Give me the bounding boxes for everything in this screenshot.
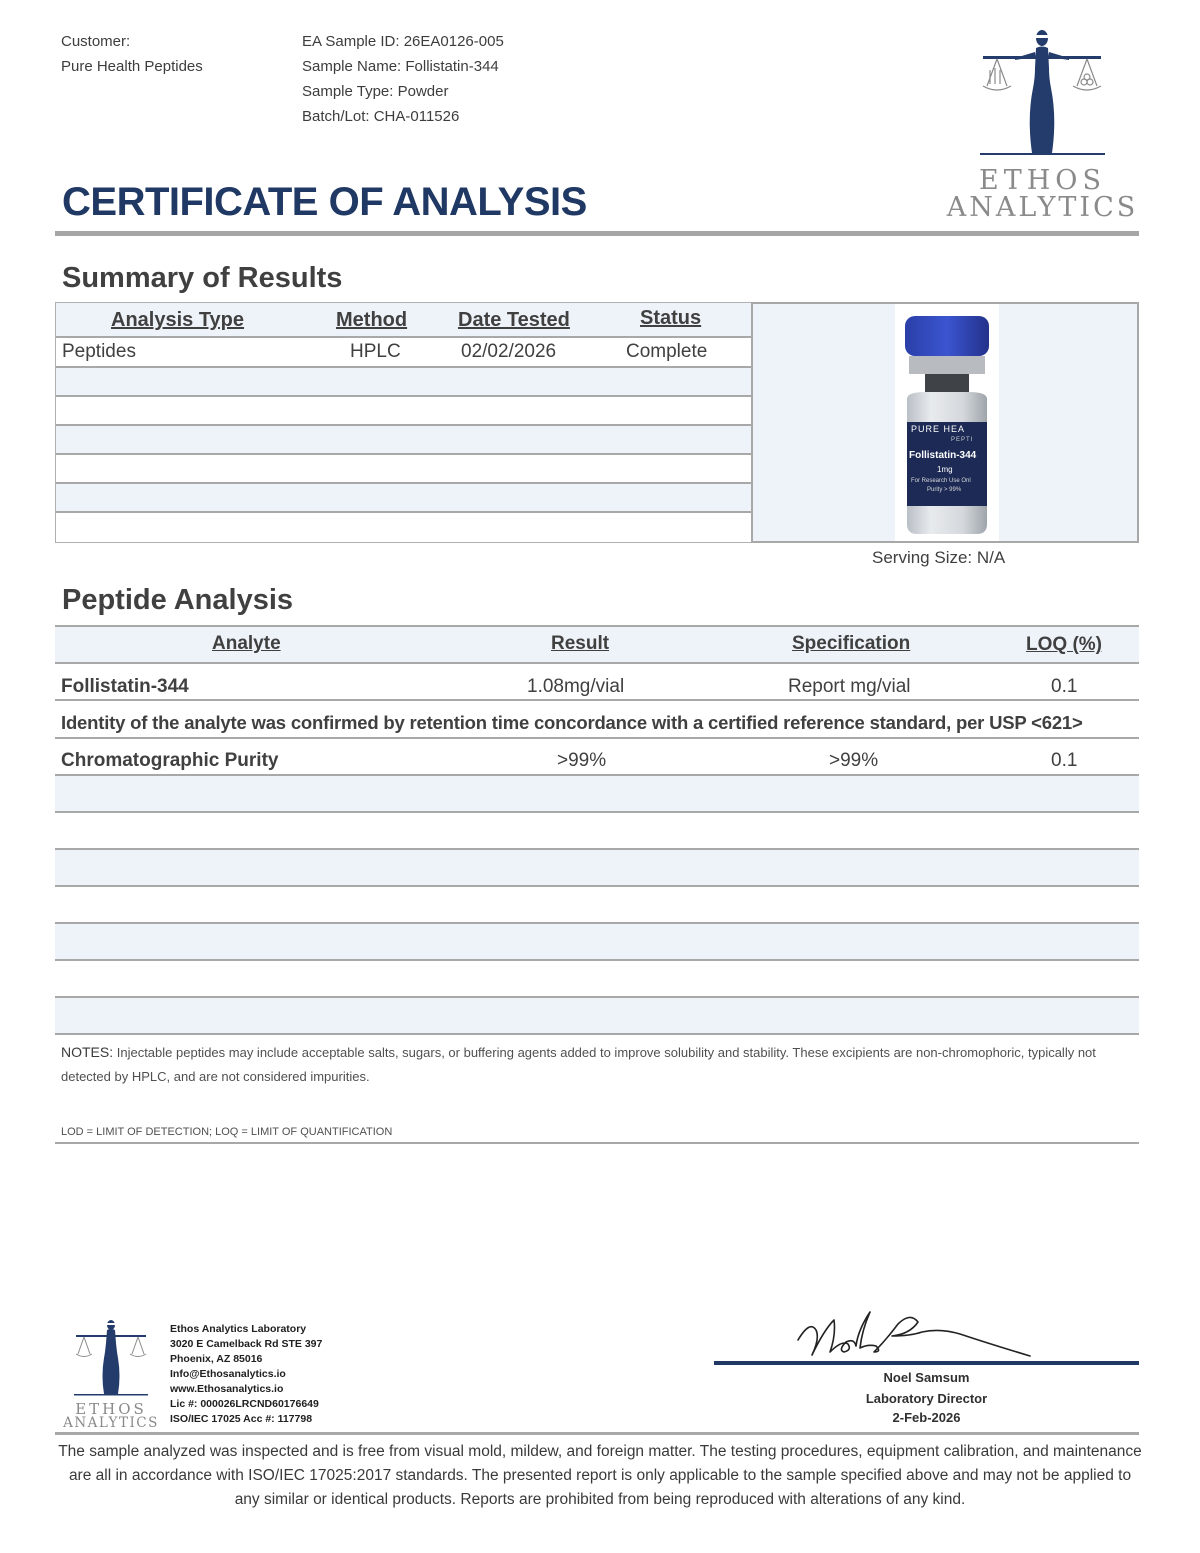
identity-note: Identity of the analyte was confirmed by retention time concordance with a certified reference standard, per USP <621> bbox=[61, 712, 1083, 733]
title-divider bbox=[55, 231, 1139, 236]
col-loq: LOQ (%) bbox=[1026, 634, 1102, 655]
summary-header-row bbox=[56, 303, 751, 338]
cell-method: HPLC bbox=[350, 341, 401, 362]
col-analysis-type: Analysis Type bbox=[111, 309, 245, 331]
page-title: CERTIFICATE OF ANALYSIS bbox=[62, 180, 587, 224]
col-analyte: Analyte bbox=[212, 633, 281, 654]
col-result: Result bbox=[551, 633, 610, 654]
lab-street: 3020 E Camelback Rd STE 397 bbox=[170, 1338, 323, 1350]
analyte-spec: Report mg/vial bbox=[788, 676, 911, 697]
cell-analysis-type: Peptides bbox=[62, 341, 136, 362]
footer-logo-analytics: ANALYTICS bbox=[63, 1415, 159, 1431]
analyte-name: Follistatin-344 bbox=[61, 676, 189, 697]
vial-sub: PEPTI bbox=[951, 437, 974, 443]
logo-text-analytics: ANALYTICS bbox=[946, 192, 1139, 223]
table-row bbox=[55, 850, 1139, 887]
signer-role: Laboratory Director bbox=[865, 1391, 988, 1406]
batch-lot: Batch/Lot: CHA-011526 bbox=[302, 108, 460, 125]
sample-info-block bbox=[302, 29, 504, 129]
purity-name: Chromatographic Purity bbox=[61, 750, 279, 771]
table-row bbox=[56, 484, 751, 513]
ethos-logo bbox=[945, 28, 1140, 223]
table-row bbox=[56, 338, 751, 368]
table-row bbox=[55, 739, 1139, 776]
table-row bbox=[55, 813, 1139, 850]
scales-of-justice-figure-icon bbox=[56, 1318, 166, 1398]
signature-line bbox=[714, 1361, 1139, 1365]
signed-date: 2-Feb-2026 bbox=[892, 1410, 961, 1425]
identity-note-row bbox=[55, 701, 1139, 739]
peptide-heading: Peptide Analysis bbox=[62, 584, 294, 616]
serving-size: Serving Size: N/A bbox=[872, 548, 1006, 567]
notes bbox=[61, 1040, 1141, 1089]
footer-logo-ethos: ETHOS bbox=[75, 1400, 147, 1418]
footer-logo bbox=[56, 1318, 166, 1431]
product-image-box bbox=[751, 302, 1139, 543]
sample-name: Sample Name: Follistatin-344 bbox=[302, 58, 499, 75]
peptide-header-row bbox=[55, 627, 1139, 664]
table-row bbox=[56, 455, 751, 484]
col-method: Method bbox=[336, 309, 408, 331]
lab-city: Phoenix, AZ 85016 bbox=[170, 1353, 263, 1365]
table-row bbox=[56, 397, 751, 426]
table-row bbox=[56, 368, 751, 397]
vial-brand: PURE HEA bbox=[911, 424, 966, 434]
col-specification: Specification bbox=[792, 633, 911, 654]
customer-name: Pure Health Peptides bbox=[61, 58, 203, 75]
customer-block bbox=[61, 29, 203, 79]
lab-address bbox=[170, 1322, 322, 1427]
customer-label: Customer: bbox=[61, 33, 131, 50]
table-row bbox=[56, 426, 751, 455]
lab-name: Ethos Analytics Laboratory bbox=[170, 1323, 307, 1335]
purity-spec: >99% bbox=[829, 750, 879, 771]
vial-dose: 1mg bbox=[937, 465, 953, 474]
signature-image bbox=[790, 1300, 1040, 1364]
footer-divider bbox=[55, 1432, 1139, 1435]
analyte-result: 1.08mg/vial bbox=[527, 676, 625, 697]
vial-note2: Purity > 99% bbox=[927, 487, 962, 493]
analyte-loq: 0.1 bbox=[1051, 676, 1078, 697]
vial-icon bbox=[895, 304, 999, 541]
disclaimer: The sample analyzed was inspected and is free from visual mold, mildew, and foreign matter. The testing procedures, equipment calibration, and maintenance are all in accordance with ISO/IEC 17025:2017 standards. The presented report is only applicable to the sample specified above and may not be applied to any similar or identical products. Reports are prohibited from being reproduced with alterations of any kind. bbox=[58, 1443, 1142, 1508]
col-status: Status bbox=[640, 307, 702, 329]
scales-of-justice-figure-icon bbox=[945, 28, 1140, 158]
sample-type: Sample Type: Powder bbox=[302, 83, 449, 100]
summary-table bbox=[55, 302, 752, 543]
lab-email: Info@Ethosanalytics.io bbox=[170, 1368, 286, 1380]
table-row bbox=[56, 513, 751, 542]
signature-block bbox=[714, 1367, 1139, 1426]
col-date-tested: Date Tested bbox=[458, 309, 570, 331]
signer-name: Noel Samsum bbox=[883, 1370, 970, 1385]
cell-date-tested: 02/02/2026 bbox=[461, 341, 557, 362]
lab-license: Lic #: 000026LRCND60176649 bbox=[170, 1398, 319, 1410]
purity-loq: 0.1 bbox=[1051, 750, 1078, 771]
table-row bbox=[55, 887, 1139, 924]
table-row bbox=[55, 664, 1139, 701]
table-row bbox=[55, 961, 1139, 998]
purity-result: >99% bbox=[557, 750, 607, 771]
lod-divider bbox=[55, 1142, 1139, 1144]
product-vial-image bbox=[895, 304, 999, 541]
sample-id: EA Sample ID: 26EA0126-005 bbox=[302, 33, 504, 50]
notes-label: NOTES: bbox=[61, 1044, 114, 1060]
logo-text-ethos: ETHOS bbox=[979, 165, 1106, 196]
lab-iso: ISO/IEC 17025 Acc #: 117798 bbox=[170, 1413, 313, 1425]
vial-note1: For Research Use Onl bbox=[911, 478, 971, 484]
summary-heading: Summary of Results bbox=[62, 262, 343, 294]
lab-web: www.Ethosanalytics.io bbox=[170, 1383, 284, 1395]
table-row bbox=[55, 924, 1139, 961]
table-row bbox=[55, 776, 1139, 813]
notes-text: Injectable peptides may include acceptable salts, sugars, or buffering agents added to improve solubility and stability. These excipients are non-chromophoric, typically not detected by HPLC, and are not considered impurities. bbox=[61, 1045, 1096, 1084]
cell-status: Complete bbox=[626, 341, 708, 362]
table-row bbox=[55, 998, 1139, 1035]
lod-note: LOD = LIMIT OF DETECTION; LOQ = LIMIT OF QUANTIFICATION bbox=[61, 1126, 393, 1138]
vial-product: Follistatin-344 bbox=[909, 450, 977, 461]
